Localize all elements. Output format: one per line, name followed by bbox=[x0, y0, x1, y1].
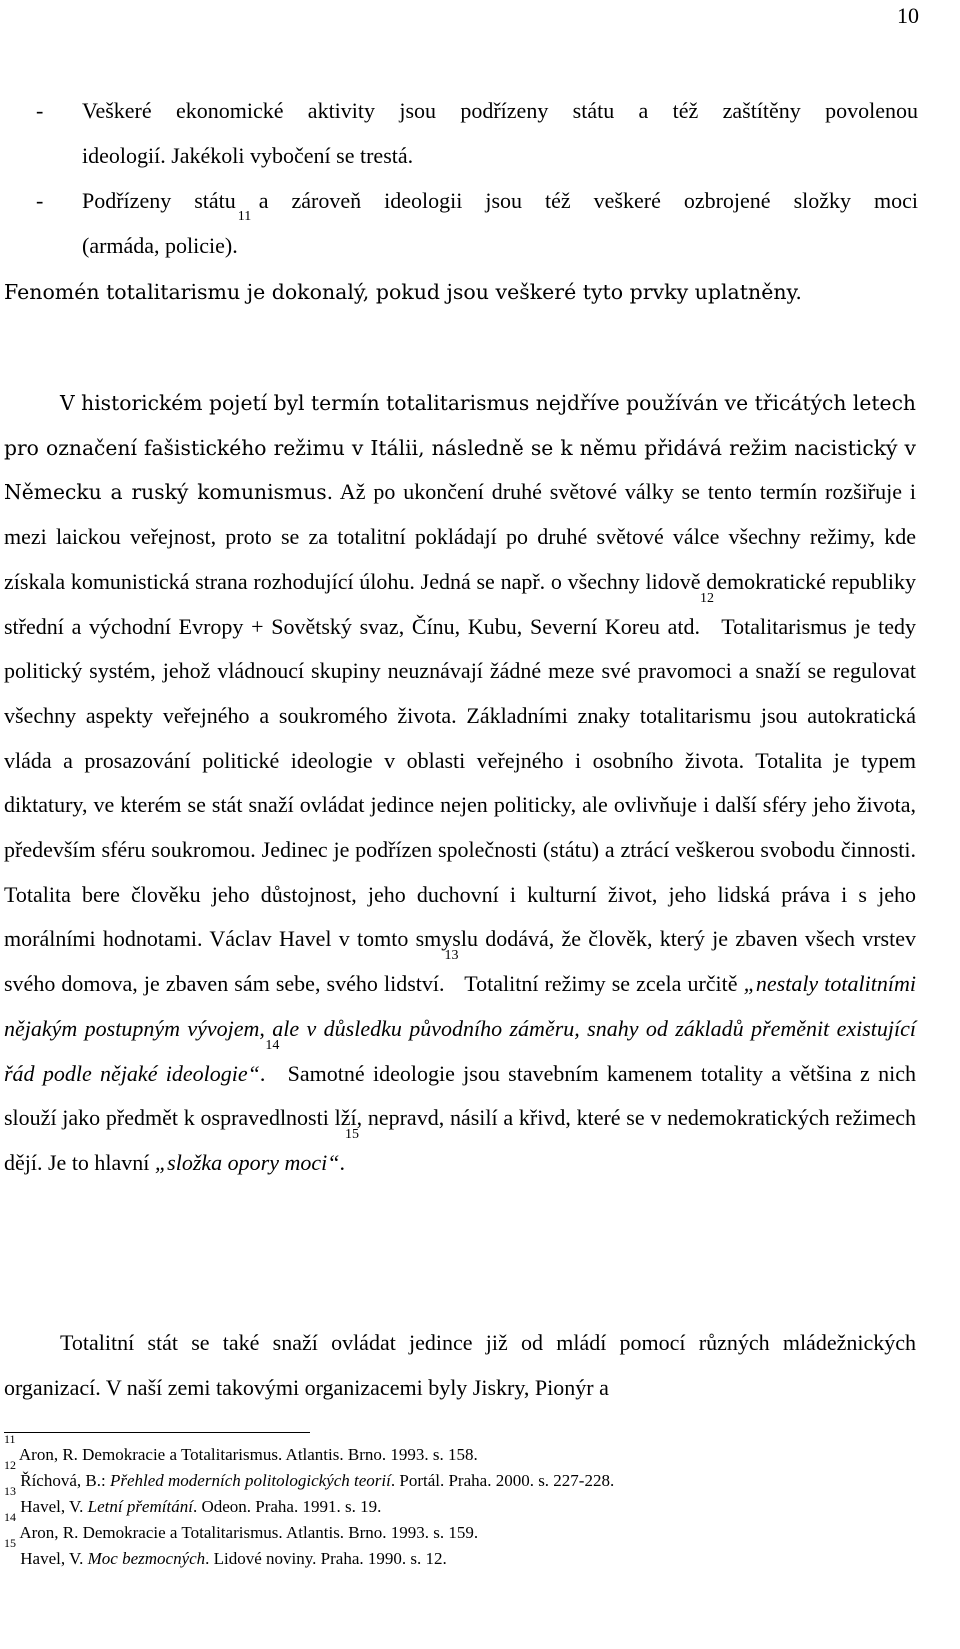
footnote-text: . Lidové noviny. Praha. 1990. s. 12. bbox=[205, 1549, 447, 1568]
bullet-line: ideologií. Jakékoli vybočení se trestá. bbox=[82, 143, 414, 168]
paragraph-text: V historickém pojetí byl termín totalitarismus nejdříve používán ve třicátých letech pro označení fašistického režimu v Itálii, následně se k němu přidává režim nacistický v Německu a ruský komunismus. bbox=[4, 391, 916, 505]
footnote-title: Přehled moderních politologických teorií bbox=[109, 1471, 391, 1490]
footnote-text: Havel, V. bbox=[20, 1549, 88, 1568]
bullet-line: (armáda, policie). bbox=[82, 233, 238, 258]
page-number: 10 bbox=[897, 3, 919, 28]
bullet-dash: - bbox=[36, 188, 44, 213]
footnote-text: Aron, R. Demokracie a Totalitarismus. Atlantis. Brno. 1993. s. 158. bbox=[18, 1445, 478, 1464]
footnote-divider bbox=[4, 1432, 310, 1433]
paragraph-text: Až po ukončení druhé světové války se tento termín rozšiřuje i mezi laickou veřejnost, proto se za totalitní pokládají po druhé světové válce všechny režimy, kde získala komunistická strana rozhodující úlohu. Jedná se např. o všechny lidově demokratické republiky střední a východní Evropy + Sovětský svaz, Čínu, Kubu, Severní Koreu atd. bbox=[4, 479, 917, 639]
bullet-line: Veškeré ekonomické aktivity jsou podřízeny státu a též zaštítěny povolenou bbox=[82, 98, 918, 123]
footnote bbox=[4, 1510, 916, 1546]
paragraph-text: . bbox=[339, 1149, 345, 1175]
paragraph-text: Samotné ideologie jsou stavebním kamenem totality a většina z nich slouží jako předmět k ospravedlnosti lží, nepravd, násilí a křivd, které se v nedemokratických režimech dějí. Je to hlavní bbox=[4, 1060, 916, 1175]
footnote-number: 11 bbox=[4, 1432, 16, 1446]
bullet-text bbox=[82, 178, 918, 268]
bullet-item bbox=[36, 178, 918, 268]
paragraph-text: . bbox=[259, 1060, 266, 1086]
footnote-text: . Odeon. Praha. 1991. s. 19. bbox=[192, 1497, 382, 1516]
footnote-ref[interactable]: 13 bbox=[444, 948, 459, 964]
quotation: „složka opory moci“ bbox=[154, 1149, 340, 1175]
bullet-line: Podřízeny státu a zároveň ideologii jsou též veškeré ozbrojené složky moci bbox=[82, 188, 918, 213]
body-paragraph bbox=[4, 381, 916, 1186]
paragraph-text: Totalitní stát se také snaží ovládat jedince již od mládí pomocí různých mládežnických organizací. V naší zemi takovými organizacemi byly Jiskry, Pionýr a bbox=[4, 1330, 916, 1400]
footnote-ref[interactable]: 12 bbox=[699, 590, 714, 606]
bullet-item bbox=[36, 88, 918, 178]
paragraph-text: Totalitní režimy se zcela určitě bbox=[458, 971, 744, 997]
footnote bbox=[4, 1484, 916, 1520]
body-paragraph bbox=[4, 1320, 916, 1410]
footnote bbox=[4, 1432, 916, 1468]
footnote-title: Letní přemítání bbox=[87, 1497, 193, 1516]
bullet-list bbox=[36, 88, 918, 268]
footnote-text: Říchová, B.: bbox=[20, 1471, 110, 1490]
footnote-ref[interactable]: 11 bbox=[237, 209, 252, 224]
footnote-ref[interactable]: 15 bbox=[344, 1126, 359, 1142]
footnote-text: Aron, R. Demokracie a Totalitarismus. Atlantis. Brno. 1993. s. 159. bbox=[19, 1523, 479, 1542]
footnote-number: 13 bbox=[4, 1484, 16, 1498]
footnotes bbox=[4, 1432, 916, 1572]
bullet-dash: - bbox=[36, 98, 44, 123]
footnote bbox=[4, 1458, 916, 1494]
footnote-number: 15 bbox=[4, 1536, 16, 1550]
quotation: „nestaly totalitními nějakým postupným vývojem, ale v důsledku původního záměru, snahy od základů přeměnit existující řád podle nějaké ideologie“ bbox=[4, 971, 916, 1086]
statement-line: Fenomén totalitarismu je dokonalý, pokud jsou veškeré tyto prvky uplatněny. bbox=[4, 280, 802, 304]
footnote-ref[interactable]: 14 bbox=[265, 1037, 280, 1053]
footnote-text: Havel, V. bbox=[20, 1497, 88, 1516]
paragraph-text: Totalitarismus je tedy politický systém, jehož vládnoucí skupiny neuznávají žádné meze své pravomoci a snaží se regulovat všechny aspekty veřejného a soukromého života. Základními znaky totalitarismu jsou autokratická vláda a prosazování politické ideologie v oblasti veřejného i osobního života. Totalita je typem diktatury, ve kterém se stát snaží ovládat jedince nejen politicky, ale ovlivňuje i další sféry jeho života, především sféru soukromou. Jedinec je podřízen společnosti (státu) a ztrácí veškerou svobodu činnosti. Totalita bere člověku jeho důstojnost, jeho duchovní i kulturní život, jeho lidská práva i s jeho morálními hodnotami. Václav Havel v tomto smyslu dodává, že člověk, který je zbaven všech vrstev svého domova, je zbaven sám sebe, svého lidství. bbox=[4, 613, 916, 997]
footnote-number: 12 bbox=[4, 1458, 16, 1472]
footnote-title: Moc bezmocných bbox=[87, 1549, 206, 1568]
bullet-text bbox=[82, 88, 918, 178]
footnote-text: . Portál. Praha. 2000. s. 227-228. bbox=[390, 1471, 615, 1490]
footnote-number: 14 bbox=[4, 1510, 16, 1524]
footnote bbox=[4, 1536, 916, 1572]
